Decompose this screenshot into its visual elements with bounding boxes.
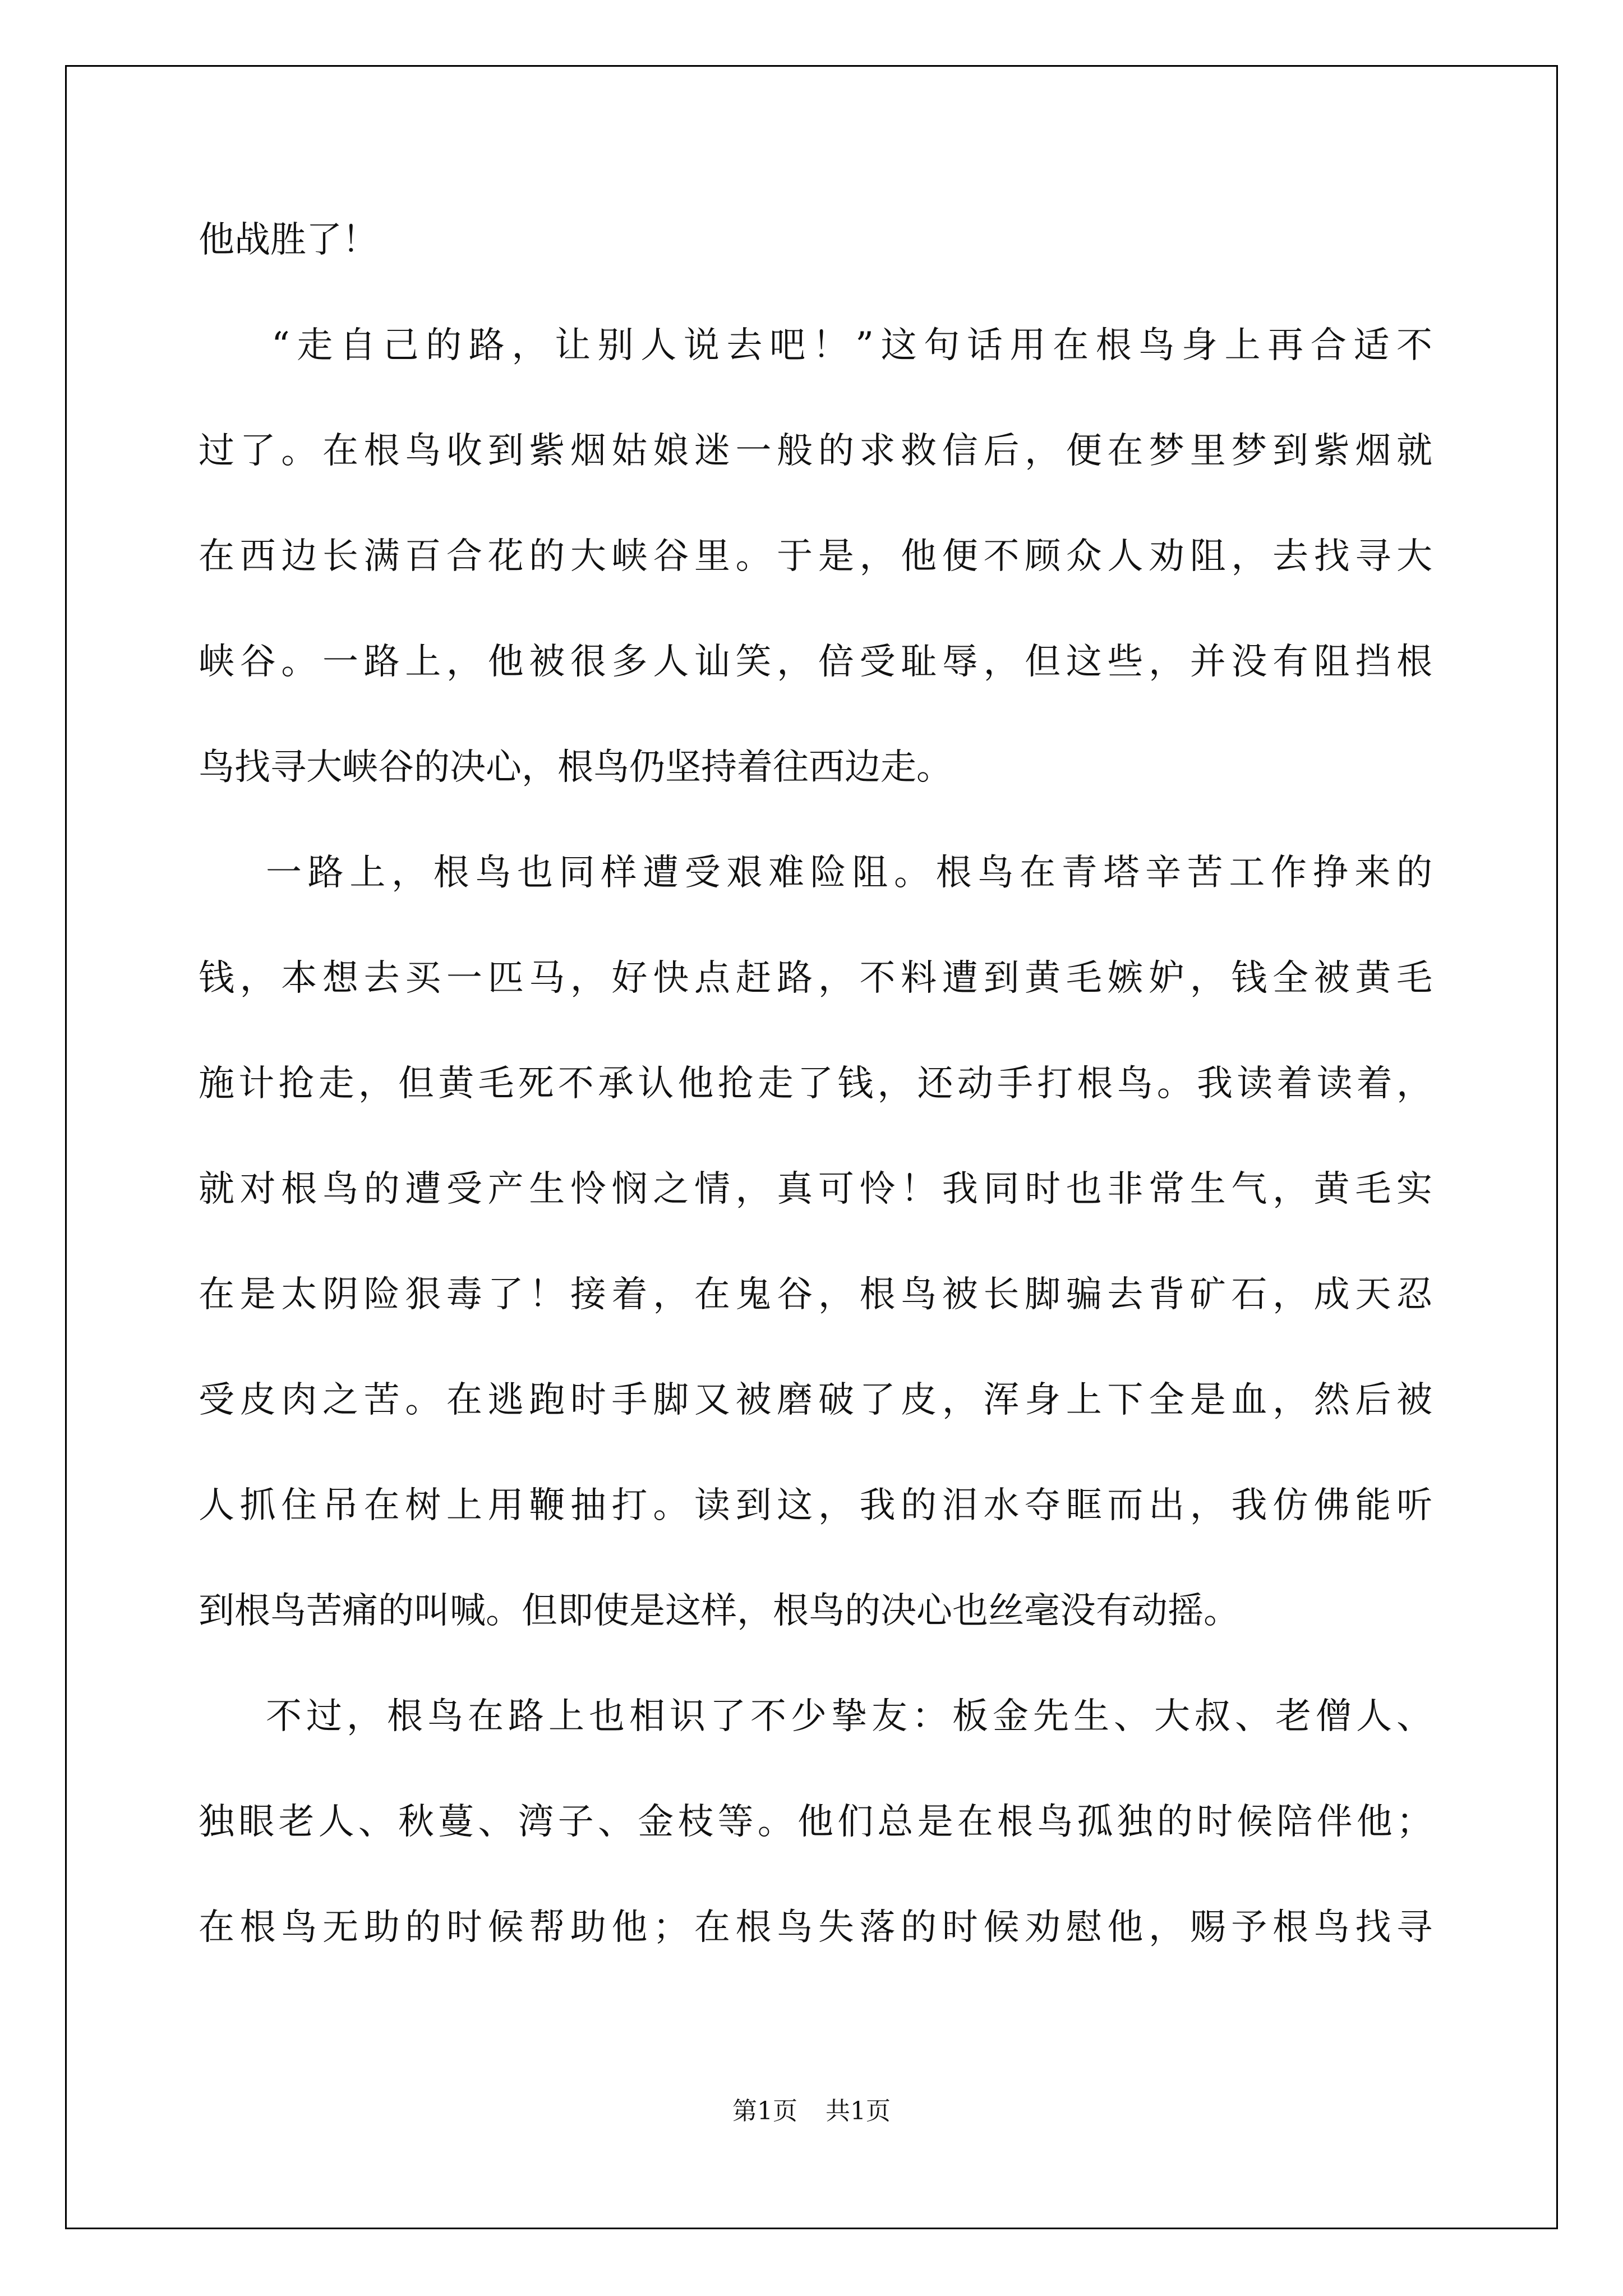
text-line: 受皮肉之苦。在逃跑时手脚又被磨破了皮，浑身上下全是血，然后被 <box>199 1379 1432 1421</box>
text-line: 在是太阴险狠毒了！接着，在鬼谷，根鸟被长脚骗去背矿石，成天忍 <box>199 1274 1432 1315</box>
text-line: 峡谷。一路上，他被很多人讪笑，倍受耻辱，但这些，并没有阻挡根 <box>199 641 1432 683</box>
paragraph-start-line: 不过，根鸟在路上也相识了不少挚友：板金先生、大叔、老僧人、 <box>266 1696 1432 1737</box>
text-line: 独眼老人、秋蔓、湾子、金枝等。他们总是在根鸟孤独的时候陪伴他； <box>199 1801 1432 1843</box>
text-line: 鸟找寻大峡谷的决心，根鸟仍坚持着往西边走。 <box>199 747 952 788</box>
text-line: 就对根鸟的遭受产生怜悯之情，真可怜！我同时也非常生气，黄毛实 <box>199 1168 1432 1210</box>
text-line: 在根鸟无助的时候帮助他；在根鸟失落的时候劝慰他，赐予根鸟找寻 <box>199 1907 1432 1948</box>
page-footer <box>0 2091 1623 2127</box>
text-line: 在西边长满百合花的大峡谷里。于是，他便不顾众人劝阻，去找寻大 <box>199 536 1432 577</box>
paragraph-start-line: “走自己的路，让别人说去吧！”这句话用在根鸟身上再合适不 <box>271 325 1432 366</box>
page-total: 共1页 <box>826 2097 891 2125</box>
paragraph-start-line: 一路上，根鸟也同样遭受艰难险阻。根鸟在青塔辛苦工作挣来的 <box>266 852 1432 894</box>
text-line: 人抓住吊在树上用鞭抽打。读到这，我的泪水夺眶而出，我仿佛能听 <box>199 1485 1432 1526</box>
text-line: 到根鸟苦痛的叫喊。但即使是这样，根鸟的决心也丝毫没有动摇。 <box>199 1590 1239 1632</box>
text-line: 他战胜了！ <box>199 219 378 261</box>
text-line: 钱，本想去买一匹马，好快点赶路，不料遭到黄毛嫉妒，钱全被黄毛 <box>199 958 1432 999</box>
text-line: 过了。在根鸟收到紫烟姑娘迷一般的求救信后，便在梦里梦到紫烟就 <box>199 430 1432 472</box>
text-line: 施计抢走，但黄毛死不承认他抢走了钱，还动手打根鸟。我读着读着， <box>199 1063 1432 1105</box>
document-body <box>199 213 1432 2006</box>
page-number: 第1页 <box>732 2097 797 2125</box>
